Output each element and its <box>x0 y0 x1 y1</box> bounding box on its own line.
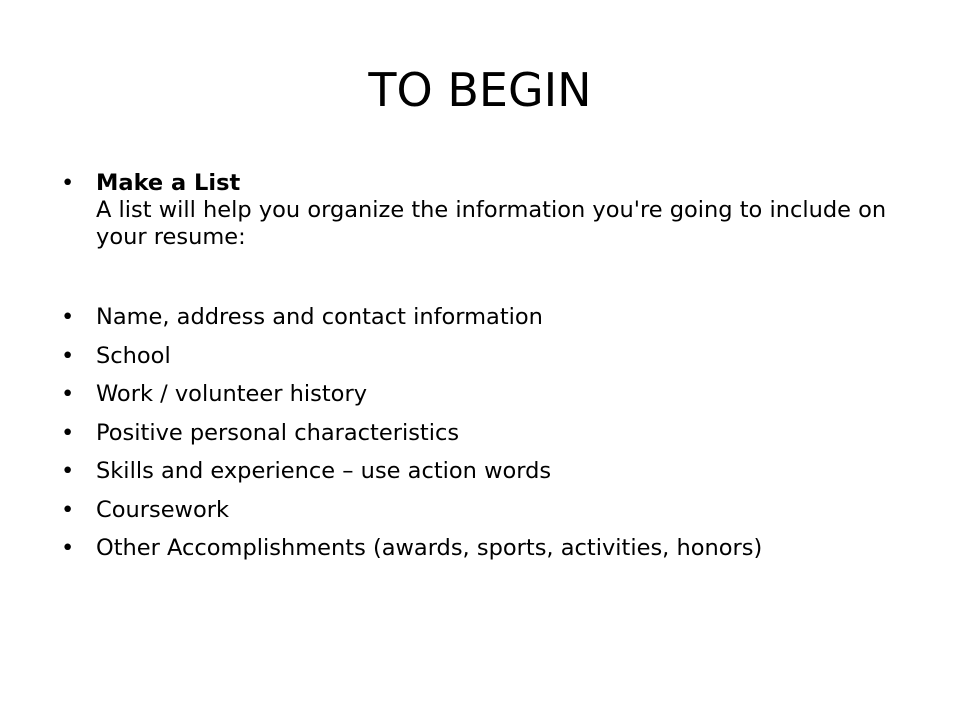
list-item: • Coursework <box>96 497 906 536</box>
list-item: • School <box>96 343 906 382</box>
list-item: • Skills and experience – use action words <box>96 458 906 497</box>
bullet-make-a-list <box>96 170 906 266</box>
bullet-list <box>96 170 906 574</box>
list-item: • Work / volunteer history <box>96 381 906 420</box>
bullet-description: A list will help you organize the information you're going to include on your resume: <box>96 197 887 250</box>
list-item: • Other Accomplishments (awards, sports, activities, honors) <box>96 535 906 574</box>
list-item: • Name, address and contact information <box>96 304 906 343</box>
list-item: • Positive personal characteristics <box>96 420 906 459</box>
bullet-heading: • Make a List <box>96 170 241 196</box>
slide-title: TO BEGIN <box>368 63 592 117</box>
